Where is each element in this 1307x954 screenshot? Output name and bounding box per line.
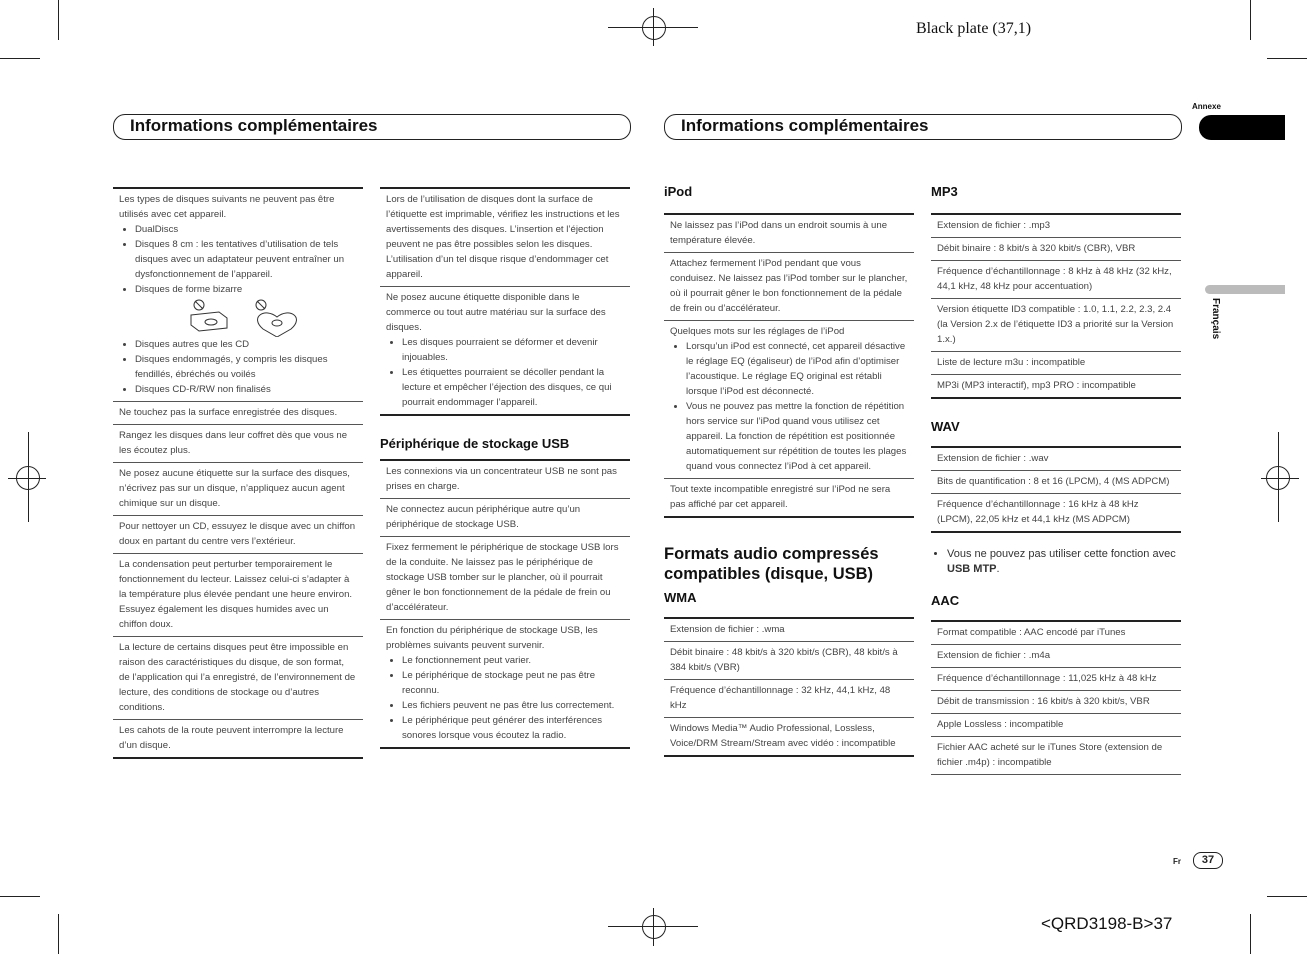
ipod-eq-text: Quelques mots sur les réglages de l’iPod (670, 326, 845, 337)
list-item: • Le fonctionnement peut varier. (402, 653, 624, 668)
list-item: • Disques CD-R/RW non finalisés (135, 382, 357, 397)
list-item: Fréquence d’échantillonnage : 32 kHz, 44,1 kHz, 48 kHz (664, 680, 914, 718)
section-tab (1199, 115, 1285, 140)
disc-icon (191, 312, 227, 331)
column-4 (931, 184, 1181, 775)
list-item: Extension de fichier : .wma (664, 617, 914, 642)
list-item: Ne laissez pas l’iPod dans un endroit soumis à une température élevée. (664, 213, 914, 253)
list-item: Pour nettoyer un CD, essuyez le disque avec un chiffon doux en partant du centre vers l’extérieur. (113, 516, 363, 554)
heart-disc-icon (258, 313, 297, 337)
crop-mark (0, 58, 40, 59)
section-header-right (664, 114, 1182, 140)
registration-circle (642, 16, 666, 40)
list-item: Extension de fichier : .m4a (931, 645, 1181, 668)
list-item: Extension de fichier : .wav (931, 446, 1181, 471)
page-number: 37 (1193, 852, 1223, 869)
wav-note-text: Vous ne pouvez pas utiliser cette fonction avec (947, 548, 1176, 560)
usb-heading: Périphérique de stockage USB (380, 436, 570, 451)
list-item: • Disques autres que les CD (135, 337, 357, 352)
list-item: Ne touchez pas la surface enregistrée des disques. (113, 402, 363, 425)
list-item: La lecture de certains disques peut être impossible en raison des caractéristiques du disque, de son format, de l’application qui l’a enregistré, de l’environnement de lecture, des conditions de stockage ou d’autres conditions. (113, 637, 363, 720)
list-item (947, 547, 1181, 577)
list-item: Débit binaire : 8 kbit/s à 320 kbit/s (CBR), VBR (931, 238, 1181, 261)
crop-mark (58, 914, 59, 954)
list-item: • Vous ne pouvez pas mettre la fonction de répétition hors service sur l’iPod quand vous utilisez cet appareil. La fonction de répétition est positionnée automatiquement sur répétition de toutes les plages quand vous connectez l’iPod à cet appareil. (686, 399, 908, 474)
list-item: Fréquence d’échantillonnage : 16 kHz à 48 kHz (LPCM), 22,05 kHz et 44,1 kHz (MS ADPCM) (931, 494, 1181, 533)
list-item: • Le périphérique de stockage peut ne pas être reconnu. (402, 668, 624, 698)
language-tab (1205, 285, 1285, 294)
list-item: Ne connectez aucun périphérique autre qu’un périphérique de stockage USB. (380, 499, 630, 537)
list-item: Les connexions via un concentrateur USB ne sont pas prises en charge. (380, 459, 630, 499)
list-item: Apple Lossless : incompatible (931, 714, 1181, 737)
list-item: • Les fichiers peuvent ne pas être lus correctement. (402, 698, 624, 713)
label-warning-text: Ne posez aucune étiquette disponible dans le commerce ou tout autre matériau sur la surface des disques. (386, 292, 606, 333)
list-item: Format compatible : AAC encodé par iTunes (931, 620, 1181, 645)
list-item: Attachez fermement l’iPod pendant que vous conduisez. Ne laissez pas l’iPod tomber sur le plancher, où il pourrait gêner le bon fonctionnement de la pédale de frein ou d’accélérateur. (664, 253, 914, 321)
list-item: Fixez fermement le périphérique de stockage USB lors de la conduite. Ne laissez pas le périphérique de stockage USB tomber sur le plancher, où il pourrait gêner le bon fonctionnement de la pédale de frein ou d’accélérateur. (380, 537, 630, 620)
wav-note (931, 547, 1181, 577)
section-title: Informations complémentaires (681, 116, 929, 135)
list-item: Fréquence d’échantillonnage : 8 kHz à 48 kHz (32 kHz, 44,1 kHz, 48 kHz pour accentuation) (931, 261, 1181, 299)
wav-heading: WAV (931, 419, 960, 434)
crop-mark (1250, 914, 1251, 954)
section-header-left (113, 114, 631, 140)
label-warning-item (380, 287, 630, 416)
list-item: • Les disques pourraient se déformer et devenir injouables. (402, 335, 624, 365)
list-item: Débit binaire : 48 kbit/s à 320 kbit/s (CBR), 48 kbit/s à 384 kbit/s (VBR) (664, 642, 914, 680)
column-2 (380, 187, 630, 749)
list-item: Bits de quantification : 8 et 16 (LPCM), 4 (MS ADPCM) (931, 471, 1181, 494)
list-item: MP3i (MP3 interactif), mp3 PRO : incompatible (931, 375, 1181, 399)
usb-mtp-label: USB MTP (947, 563, 997, 575)
list-item: Windows Media™ Audio Professional, Lossless, Voice/DRM Stream/Stream avec vidéo : incompatible (664, 718, 914, 757)
list-item: • Disques de forme bizarre (135, 282, 357, 297)
crop-mark (1267, 896, 1307, 897)
formats-heading: Formats audio compressés compatibles (disque, USB) (664, 545, 879, 583)
column-3 (664, 184, 914, 757)
list-item: • DualDiscs (135, 222, 357, 237)
usb-issues-item (380, 620, 630, 749)
list-item: • Le périphérique peut générer des interférences sonores lorsque vous écoutez la radio. (402, 713, 624, 743)
list-item: Version étiquette ID3 compatible : 1.0, 1.1, 2.2, 2.3, 2.4 (la Version 2.x de l’étiquette ID3 a priorité sur la Version 1.x.) (931, 299, 1181, 352)
registration-circle (1266, 466, 1290, 490)
column-1 (113, 187, 363, 759)
list-item: Les cahots de la route peuvent interrompre la lecture d’un disque. (113, 720, 363, 759)
list-item: Tout texte incompatible enregistré sur l’iPod ne sera pas affiché par cet appareil. (664, 479, 914, 518)
crop-mark (0, 896, 40, 897)
crop-mark (1250, 0, 1251, 40)
ipod-heading: iPod (664, 184, 693, 199)
prohibited-icon (256, 300, 266, 310)
section-title: Informations complémentaires (130, 116, 378, 135)
list-item: • Les étiquettes pourraient se décoller pendant la lecture et empêcher l’éjection des disques, ce qui pourrait endommager l’appareil. (402, 365, 624, 410)
mp3-heading: MP3 (931, 184, 958, 199)
wav-note-end: . (996, 563, 1000, 575)
aac-heading: AAC (931, 593, 960, 608)
list-item: Débit de transmission : 16 kbit/s à 320 kbit/s, VBR (931, 691, 1181, 714)
list-item: Ne posez aucune étiquette sur la surface des disques, n’écrivez pas sur un disque, n’appliquez aucun agent chimique sur un disque. (113, 463, 363, 516)
list-item: Rangez les disques dans leur coffret dès que vous ne les écoutez plus. (113, 425, 363, 463)
prohibited-icon (194, 300, 204, 310)
usb-issues-text: En fonction du périphérique de stockage USB, les problèmes suivants peuvent survenir. (386, 625, 598, 651)
footer-lang: Fr (1173, 857, 1181, 866)
list-item: Fichier AAC acheté sur le iTunes Store (extension de fichier .m4p) : incompatible (931, 737, 1181, 775)
wma-heading: WMA (664, 590, 697, 605)
disc-types-intro: Les types de disques suivants ne peuvent pas être utilisés avec cet appareil. (119, 194, 335, 220)
ipod-eq-item (664, 321, 914, 479)
list-item: Extension de fichier : .mp3 (931, 213, 1181, 238)
document-code: <QRD3198-B>37 (1041, 914, 1173, 933)
list-item: Liste de lecture m3u : incompatible (931, 352, 1181, 375)
list-item: • Disques endommagés, y compris les disques fendillés, ébréchés ou voilés (135, 352, 357, 382)
list-item: • Disques 8 cm : les tentatives d’utilisation de tels disques avec un adaptateur peuvent entraîner un dysfonctionnement de l’appareil. (135, 237, 357, 282)
crop-mark (58, 0, 59, 40)
list-item: La condensation peut perturber temporairement le fonctionnement du lecteur. Laissez celui-ci s’adapter à la température plus élevée pendant une heure environ. Essuyez également les disques humides avec un chiffon doux. (113, 554, 363, 637)
plate-label: Black plate (37,1) (916, 20, 1032, 37)
disc-types-item (113, 187, 363, 402)
crop-mark (1267, 58, 1307, 59)
list-item: • Lorsqu’un iPod est connecté, cet appareil désactive le réglage EQ (égaliseur) de l’iPod afin d’optimiser l’acoustique. Le réglage EQ original est rétabli lorsque l’iPod est déconnecté. (686, 339, 908, 399)
odd-discs-illustration (119, 297, 357, 337)
annexe-label: Annexe (1192, 102, 1221, 111)
list-item: Fréquence d’échantillonnage : 11,025 kHz à 48 kHz (931, 668, 1181, 691)
list-item: Lors de l’utilisation de disques dont la surface de l’étiquette est imprimable, vérifiez les instructions et les avertissements des disques. L’insertion et l’éjection peuvent ne pas être possibles selon les disques. L’utilisation d’un tel disque risque d’endommager cet appareil. (380, 187, 630, 287)
registration-circle (642, 915, 666, 939)
registration-circle (16, 466, 40, 490)
language-label: Français (1210, 298, 1221, 340)
